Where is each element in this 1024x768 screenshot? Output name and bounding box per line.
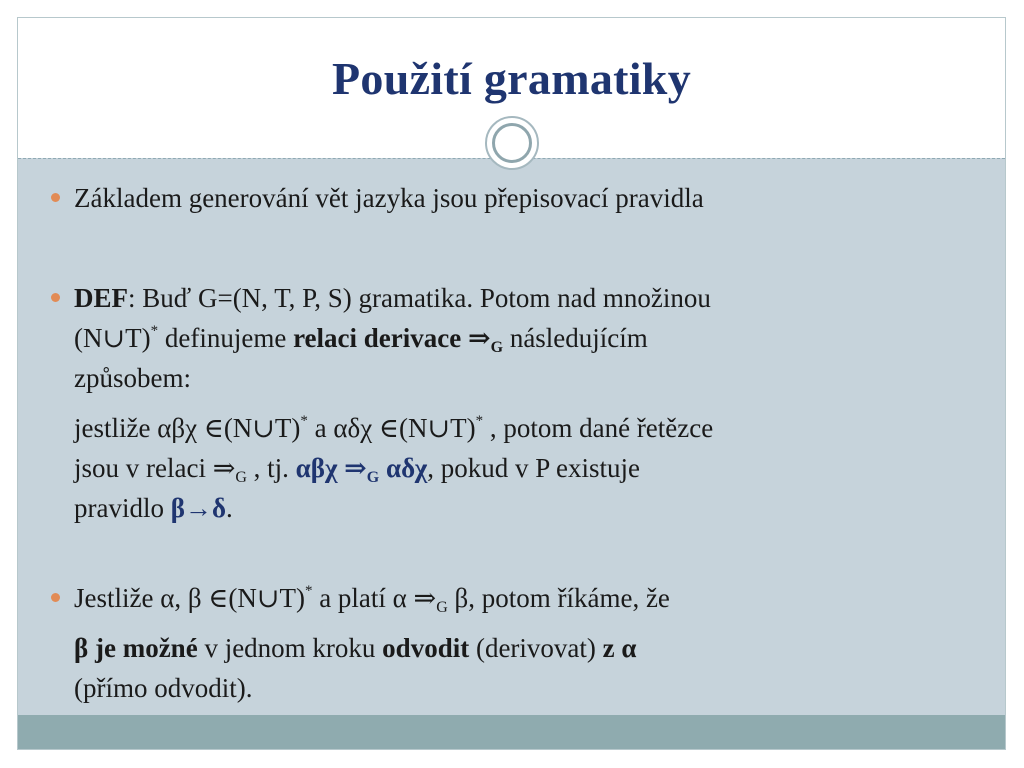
slide-content bbox=[18, 18, 1005, 749]
subscript-g: G bbox=[235, 469, 247, 486]
subscript-g: G bbox=[366, 469, 380, 486]
text-segment: a platí α ⇒ bbox=[312, 583, 437, 613]
text-segment: v jednom kroku bbox=[197, 633, 383, 663]
rule-expr: β→δ bbox=[170, 493, 226, 523]
bullet-1-text: Základem generování vět jazyka jsou přepisovací pravidla bbox=[74, 183, 704, 213]
kleene-star: * bbox=[475, 413, 484, 429]
text-segment: β, potom říkáme, že bbox=[447, 583, 670, 613]
bullet-3-line-1 bbox=[74, 578, 670, 618]
bullet-2-line-6 bbox=[74, 488, 233, 528]
text-segment: a αδχ ∈(N∪T) bbox=[307, 413, 476, 443]
text-segment: , pokud v P existuje bbox=[427, 453, 640, 483]
text-segment: , potom dané řetězce bbox=[483, 413, 714, 443]
text-segment: (derivovat) bbox=[469, 633, 603, 663]
bullet-3-line-3: (přímo odvodit). bbox=[74, 673, 253, 703]
bullet-dot-1 bbox=[51, 193, 60, 202]
bullet-2-line-4 bbox=[74, 408, 713, 448]
bullet-dot-3 bbox=[51, 593, 60, 602]
set-expr: (N∪T) bbox=[74, 323, 151, 353]
subscript-g: G bbox=[436, 599, 448, 616]
emphasis-term: z α bbox=[602, 633, 637, 663]
derivation-expr: αδχ bbox=[379, 453, 428, 483]
bullet-2-line-3: způsobem: bbox=[74, 363, 191, 393]
text-segment: pravidlo bbox=[74, 493, 171, 523]
emphasis-term: odvodit bbox=[382, 633, 470, 663]
derivation-expr: αβχ ⇒ bbox=[295, 453, 367, 483]
bullet-2-line-1 bbox=[74, 278, 711, 318]
kleene-star: * bbox=[150, 323, 159, 339]
text-segment: definujeme bbox=[158, 323, 294, 353]
text-segment: , tj. bbox=[246, 453, 296, 483]
bullet-dot-2 bbox=[51, 293, 60, 302]
kleene-star: * bbox=[304, 583, 313, 599]
subscript-g: G bbox=[490, 339, 504, 356]
text-segment: jestliže αβχ ∈(N∪T) bbox=[74, 413, 301, 443]
text-segment: Jestliže α, β ∈(N∪T) bbox=[74, 583, 305, 613]
bullet-2-line-5 bbox=[74, 448, 640, 488]
bullet-3-line-2 bbox=[74, 628, 636, 668]
kleene-star: * bbox=[300, 413, 308, 429]
emphasis-term: β je možné bbox=[74, 633, 198, 663]
text-segment: . bbox=[225, 493, 233, 523]
def-text: : Buď G=(N, T, P, S) gramatika. Potom nad množinou bbox=[128, 283, 711, 313]
footer-bar bbox=[18, 715, 1005, 749]
text-segment: následujícím bbox=[503, 323, 648, 353]
text-segment: jsou v relaci ⇒ bbox=[74, 453, 236, 483]
relation-term: relaci derivace ⇒ bbox=[293, 323, 491, 353]
slide bbox=[17, 17, 1006, 750]
bullet-2-line-2 bbox=[74, 318, 648, 358]
slide-title: Použití gramatiky bbox=[332, 53, 691, 104]
def-keyword: DEF bbox=[74, 283, 128, 313]
